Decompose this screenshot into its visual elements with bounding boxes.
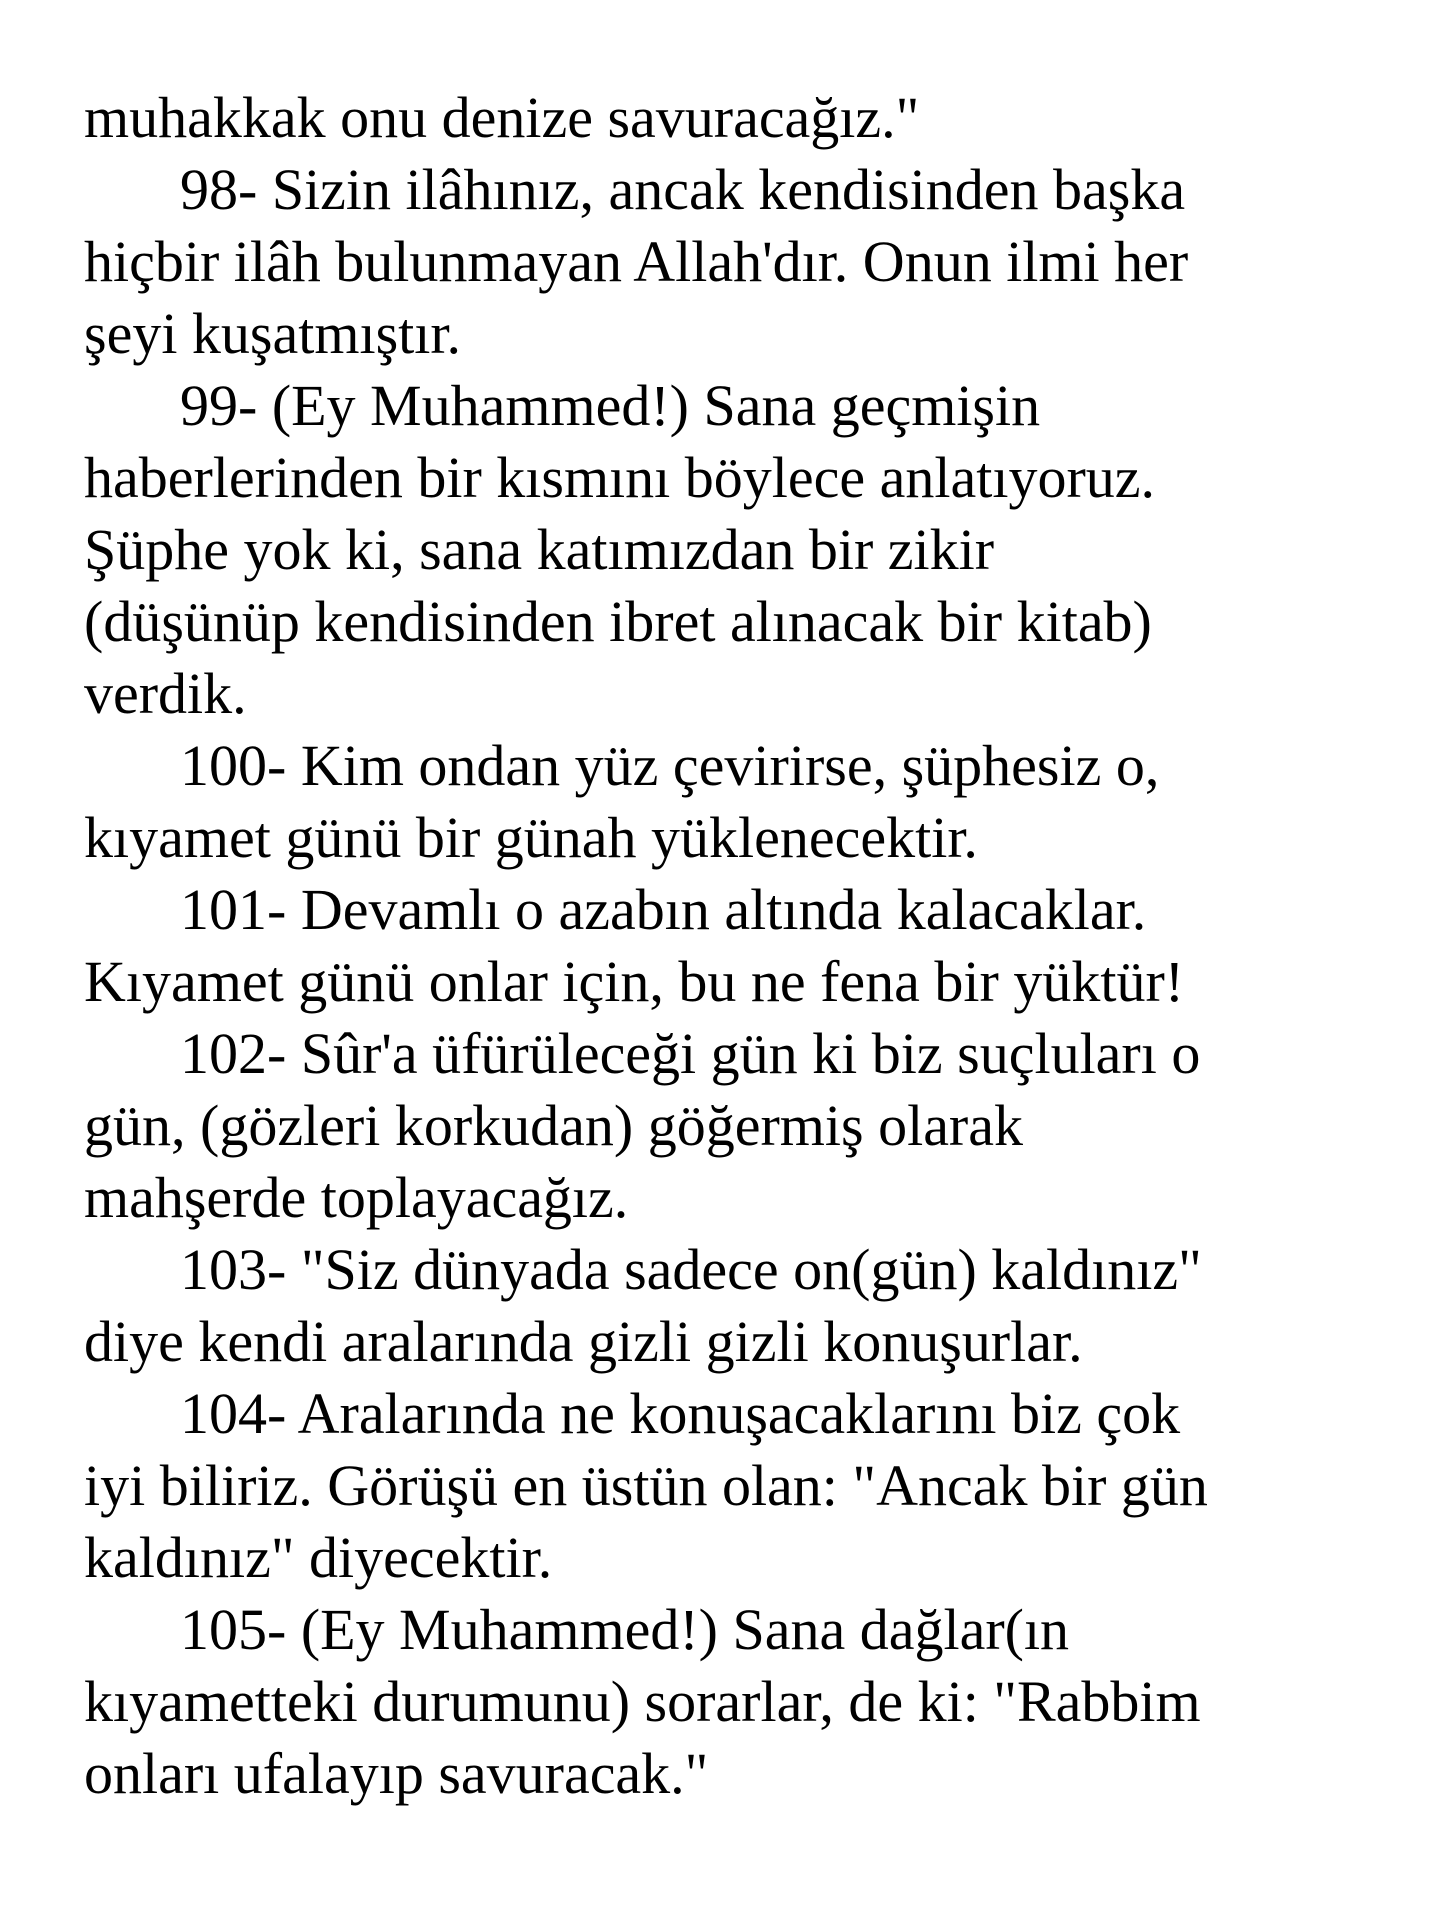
verse-98-start: 98- Sizin ilâhınız, ancak kendisinden başka [180,157,1186,222]
text-line: Şüphe yok ki, sana katımızdan bir zikir [84,517,995,582]
text-line: mahşerde toplayacağız. [84,1165,629,1230]
text-line: onları ufalayıp savuracak." [84,1741,709,1806]
text-line: kaldınız" diyecektir. [84,1525,553,1590]
text-line: Kıyamet günü onlar için, bu ne fena bir yüktür! [84,949,1185,1014]
verse-100-start: 100- Kim ondan yüz çevirirse, şüphesiz o, [180,733,1160,798]
text-line: haberlerinden bir kısmını böylece anlatıyoruz. [84,445,1156,510]
text-line: şeyi kuşatmıştır. [84,301,461,366]
text-line: iyi biliriz. Görüşü en üstün olan: "Ancak bir gün [84,1453,1208,1518]
text-line: diye kendi aralarında gizli gizli konuşurlar. [84,1309,1083,1374]
document-page [84,82,1384,1810]
text-line: verdik. [84,661,247,726]
text-line: kıyametteki durumunu) sorarlar, de ki: "Rabbim [84,1669,1201,1734]
text-line: hiçbir ilâh bulunmayan Allah'dır. Onun ilmi her [84,229,1189,294]
verse-99-start: 99- (Ey Muhammed!) Sana geçmişin [180,373,1041,438]
verse-102-start: 102- Sûr'a üfürüleceği gün ki biz suçluları o [180,1021,1201,1086]
verse-104-start: 104- Aralarında ne konuşacaklarını biz çok [180,1381,1181,1446]
verse-101-start: 101- Devamlı o azabın altında kalacaklar. [180,877,1147,942]
text-line: (düşünüp kendisinden ibret alınacak bir kitab) [84,589,1152,654]
verse-103-start: 103- "Siz dünyada sadece on(gün) kaldınız" [180,1237,1202,1302]
verse-105-start: 105- (Ey Muhammed!) Sana dağlar(ın [180,1597,1070,1662]
text-line: kıyamet günü bir günah yüklenecektir. [84,805,978,870]
text-line: gün, (gözleri korkudan) göğermiş olarak [84,1093,1023,1158]
text-line: muhakkak onu denize savuracağız." [84,85,920,150]
